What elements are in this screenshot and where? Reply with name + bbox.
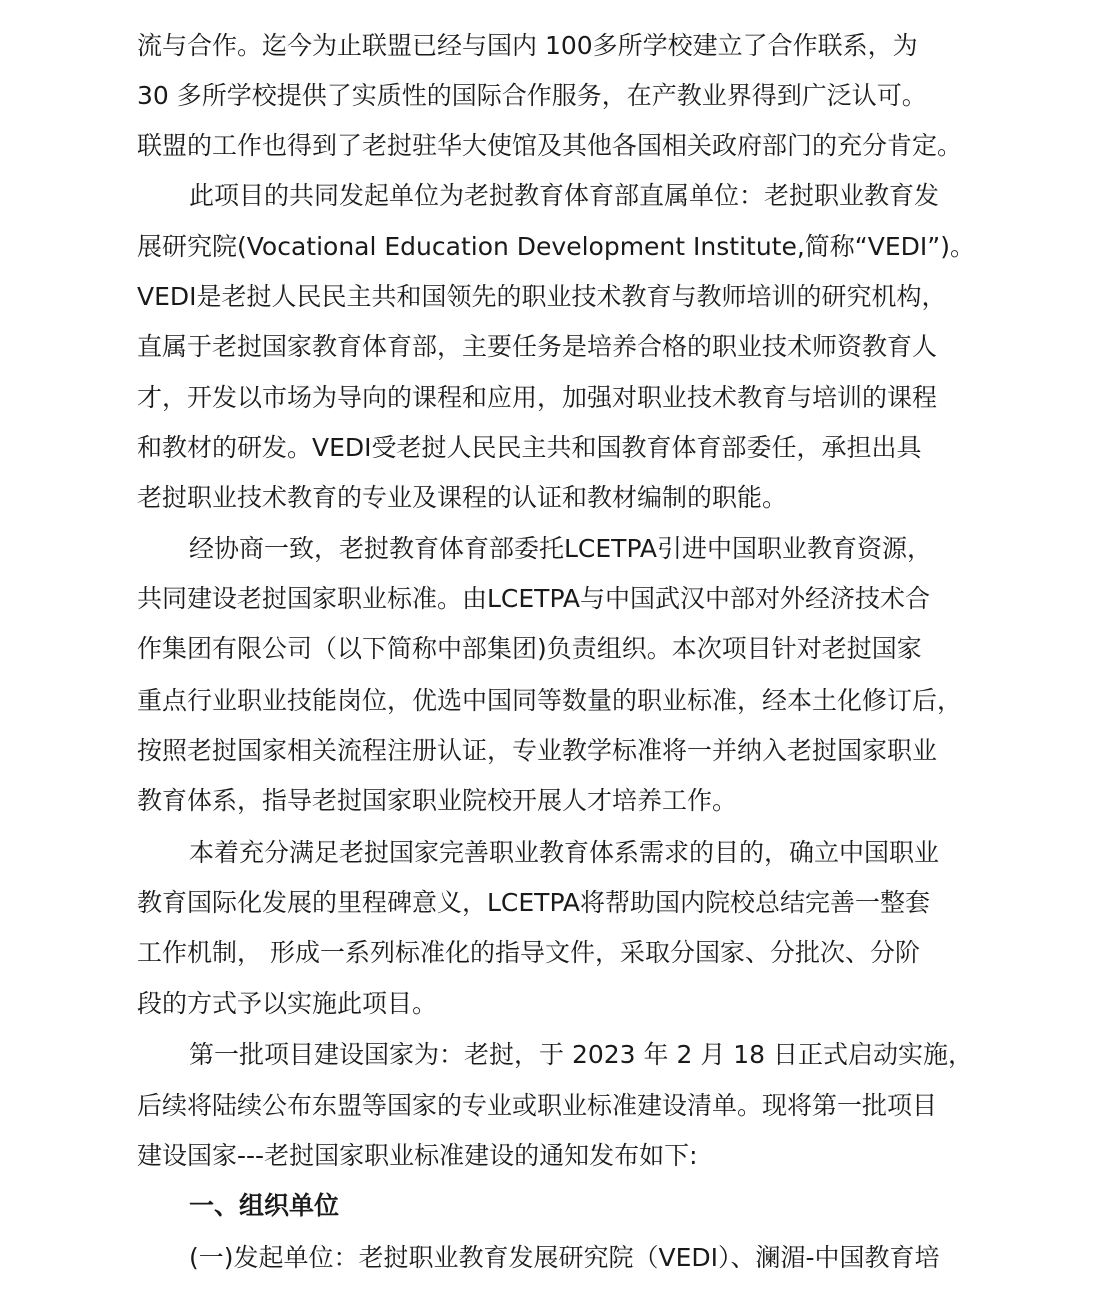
text-line: 段的方式予以实施此项目。 (137, 989, 438, 1018)
text-line: 流与合作。迄今为止联盟已经与国内 100多所学校建立了合作联系，为 (137, 31, 918, 60)
paragraph-first-line: 此项目的共同发起单位为老挝教育体育部直属单位：老挝职业教育发 (189, 181, 940, 210)
text-line: 按照老挝国家相关流程注册认证，专业教学标准将一并纳入老挝国家职业 (137, 736, 938, 765)
text-line: 工作机制， 形成一系列标准化的指导文件，采取分国家、分批次、分阶 (137, 938, 920, 967)
text-line: 后续将陆续公布东盟等国家的专业或职业标准建设清单。现将第一批项目 (137, 1091, 938, 1120)
paragraph-first-line: 第一批项目建设国家为：老挝，于 2023 年 2 月 18 日正式启动实施， (189, 1040, 974, 1069)
section-heading: 一、组织单位 (189, 1191, 340, 1220)
text-line: 直属于老挝国家教育体育部，主要任务是培养合格的职业技术师资教育人 (137, 332, 938, 361)
paragraph-first-line: 本着充分满足老挝国家完善职业教育体系需求的目的，确立中国职业 (189, 838, 940, 867)
text-line: 展研究院(Vocational Education Development Institute,简称“VEDI”)。 (137, 232, 975, 261)
text-line: VEDI是老挝人民民主共和国领先的职业技术教育与教师培训的研究机构， (137, 282, 947, 311)
text-line: 共同建设老挝国家职业标准。由LCETPA与中国武汉中部对外经济技术合 (137, 584, 931, 613)
text-line: 教育国际化发展的里程碑意义，LCETPA将帮助国内院校总结完善一整套 (137, 888, 931, 917)
text-line: 教育体系，指导老挝国家职业院校开展人才培养工作。 (137, 786, 738, 815)
paragraph-first-line: 经协商一致，老挝教育体育部委托LCETPA引进中国职业教育资源， (189, 534, 933, 563)
text-line: 老挝职业技术教育的专业及课程的认证和教材编制的职能。 (137, 483, 788, 512)
text-line: 建设国家---老挝国家职业标准建设的通知发布如下: (137, 1141, 698, 1170)
list-item: (一)发起单位：老挝职业教育发展研究院（VEDI）、澜湄-中国教育培 (189, 1243, 940, 1272)
text-line: 和教材的研发。VEDI受老挝人民民主共和国教育体育部委任，承担出具 (137, 433, 922, 462)
text-line: 联盟的工作也得到了老挝驻华大使馆及其他各国相关政府部门的充分肯定。 (137, 131, 963, 160)
text-line: 重点行业职业技能岗位，优选中国同等数量的职业标准，经本土化修订后， (137, 686, 963, 715)
text-line: 才，开发以市场为导向的课程和应用，加强对职业技术教育与培训的课程 (137, 383, 938, 412)
text-line: 作集团有限公司（以下简称中部集团)负责组织。本次项目针对老挝国家 (137, 634, 922, 663)
text-line: 30 多所学校提供了实质性的国际合作服务，在产教业界得到广泛认可。 (137, 81, 927, 110)
